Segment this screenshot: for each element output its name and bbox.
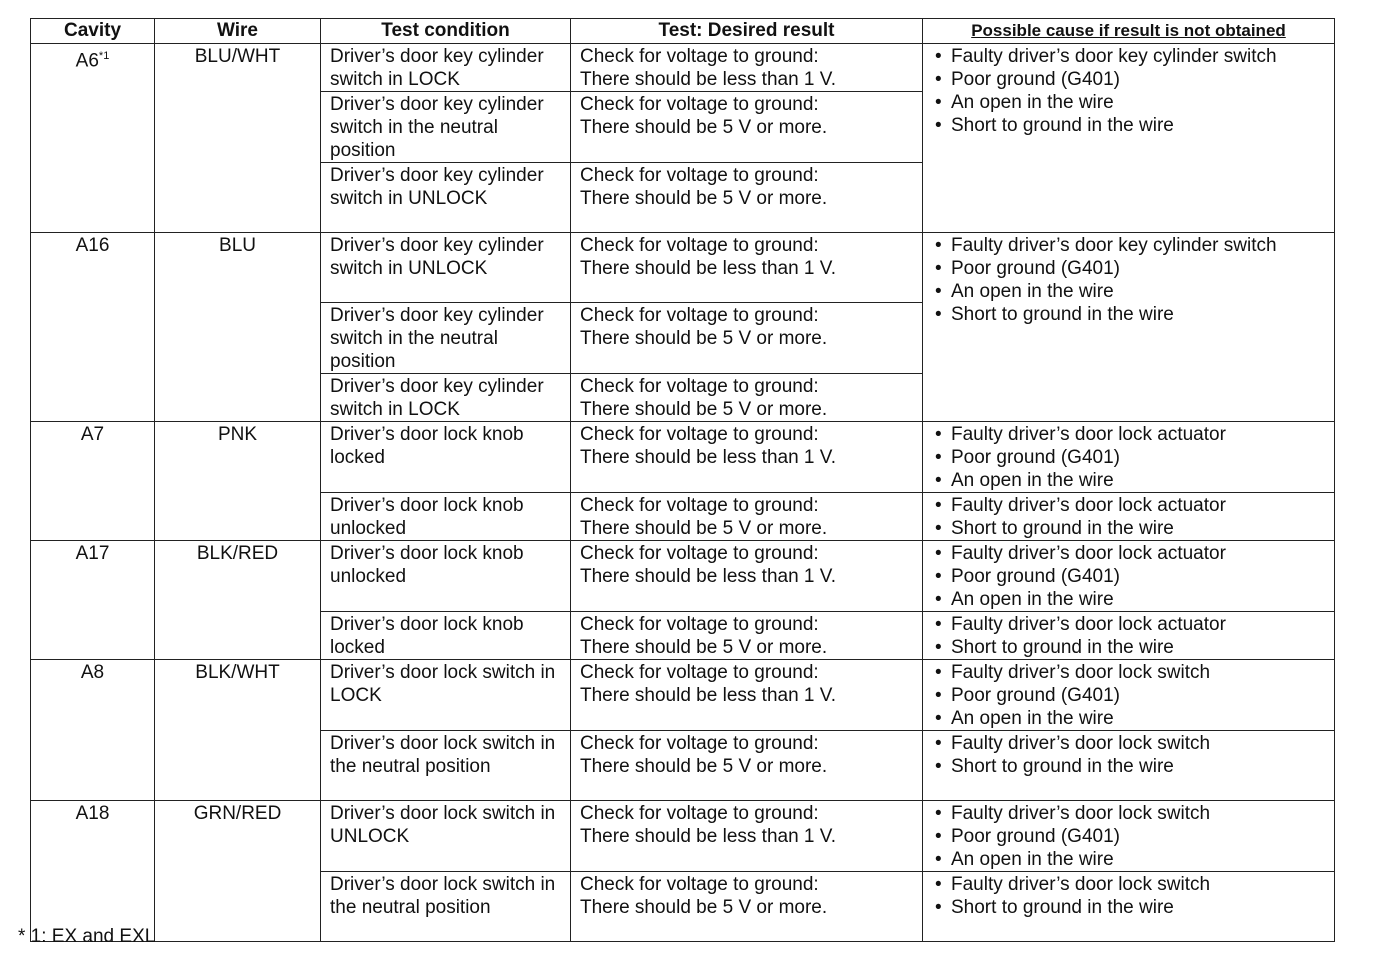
cavity-label: A7 [80, 424, 105, 445]
bullet-icon: • [935, 614, 942, 635]
cause-text: Short to ground in the wire [951, 518, 1174, 539]
cause-item [935, 684, 1330, 707]
test-condition-cell: Driver’s door lock knob locked [321, 612, 571, 660]
cause-text: Faulty driver’s door key cylinder switch [951, 46, 1277, 67]
bullet-icon: • [935, 518, 942, 539]
cavity-label: A17 [75, 543, 110, 564]
desired-result-cell: Check for voltage to ground: There should be less than 1 V. [571, 541, 923, 612]
test-table [30, 18, 1335, 942]
cause-text: An open in the wire [951, 849, 1114, 870]
desired-result-cell: Check for voltage to ground: There should be 5 V or more. [571, 163, 923, 233]
possible-cause-cell [923, 612, 1335, 660]
cause-item [935, 802, 1330, 825]
cause-item [935, 661, 1330, 684]
table-body [31, 44, 1335, 942]
wire-cell: GRN/RED [155, 801, 321, 942]
bullet-icon: • [935, 826, 942, 847]
cause-item [935, 873, 1330, 896]
desired-result-cell: Check for voltage to ground: There should be 5 V or more. [571, 493, 923, 541]
desired-result-cell: Check for voltage to ground: There should be 5 V or more. [571, 872, 923, 942]
cavity-cell [31, 233, 155, 422]
cause-text: Short to ground in the wire [951, 304, 1174, 325]
cause-text: An open in the wire [951, 589, 1114, 610]
wire-cell: BLU/WHT [155, 44, 321, 233]
document-page [30, 18, 1334, 942]
cause-item [935, 45, 1330, 68]
test-condition-cell: Driver’s door lock switch in the neutral position [321, 731, 571, 801]
cause-text: Faulty driver’s door lock switch [951, 733, 1211, 754]
header-test-condition: Test condition [321, 19, 571, 44]
bullet-icon: • [935, 566, 942, 587]
table-row [31, 422, 1335, 493]
test-condition-cell: Driver’s door key cylinder switch in the neutral position [321, 92, 571, 163]
cause-text: Short to ground in the wire [951, 115, 1174, 136]
cause-text: Poor ground (G401) [951, 826, 1120, 847]
cause-item [935, 114, 1330, 137]
cause-item [935, 542, 1330, 565]
cavity-cell [31, 660, 155, 801]
cause-item [935, 257, 1330, 280]
wire-cell: PNK [155, 422, 321, 541]
header-cavity: Cavity [31, 19, 155, 44]
desired-result-cell: Check for voltage to ground: There should be less than 1 V. [571, 801, 923, 872]
cause-item [935, 517, 1330, 540]
cause-item [935, 565, 1330, 588]
bullet-icon: • [935, 281, 942, 302]
desired-result-cell: Check for voltage to ground: There should be less than 1 V. [571, 233, 923, 303]
test-condition-cell: Driver’s door lock knob unlocked [321, 541, 571, 612]
cause-item [935, 896, 1330, 919]
desired-result-cell: Check for voltage to ground: There should be less than 1 V. [571, 44, 923, 92]
bullet-icon: • [935, 495, 942, 516]
bullet-icon: • [935, 304, 942, 325]
bullet-icon: • [935, 424, 942, 445]
bullet-icon: • [935, 69, 942, 90]
footnote-marker: *1 [98, 50, 110, 62]
cavity-label: A8 [80, 662, 105, 683]
footnote: * 1: EX and EXL [18, 926, 156, 947]
desired-result-cell: Check for voltage to ground: There should be 5 V or more. [571, 374, 923, 422]
bullet-icon: • [935, 756, 942, 777]
cause-item [935, 469, 1330, 492]
bullet-icon: • [935, 662, 942, 683]
cause-text: Poor ground (G401) [951, 566, 1120, 587]
test-condition-cell: Driver’s door lock switch in LOCK [321, 660, 571, 731]
possible-cause-cell [923, 422, 1335, 493]
cause-item [935, 848, 1330, 871]
test-condition-cell: Driver’s door lock knob locked [321, 422, 571, 493]
cause-text: Faulty driver’s door lock actuator [951, 495, 1226, 516]
wire-cell: BLU [155, 233, 321, 422]
cause-item [935, 446, 1330, 469]
bullet-icon: • [935, 637, 942, 658]
cause-item [935, 588, 1330, 611]
test-condition-cell: Driver’s door key cylinder switch in UNLOCK [321, 163, 571, 233]
test-condition-cell: Driver’s door key cylinder switch in LOCK [321, 374, 571, 422]
cause-text: Faulty driver’s door lock actuator [951, 543, 1226, 564]
possible-cause-cell [923, 44, 1335, 233]
header-desired-result: Test: Desired result [571, 19, 923, 44]
cause-text: Poor ground (G401) [951, 447, 1120, 468]
bullet-icon: • [935, 589, 942, 610]
cavity-cell [31, 541, 155, 660]
cause-text: Faulty driver’s door lock switch [951, 874, 1211, 895]
possible-cause-cell [923, 660, 1335, 731]
cause-text: An open in the wire [951, 470, 1114, 491]
desired-result-cell: Check for voltage to ground: There should be less than 1 V. [571, 660, 923, 731]
bullet-icon: • [935, 733, 942, 754]
possible-cause-cell [923, 233, 1335, 422]
possible-cause-cell [923, 872, 1335, 942]
bullet-icon: • [935, 258, 942, 279]
test-condition-cell: Driver’s door lock switch in UNLOCK [321, 801, 571, 872]
cause-item [935, 280, 1330, 303]
bullet-icon: • [935, 235, 942, 256]
cause-item [935, 707, 1330, 730]
bullet-icon: • [935, 685, 942, 706]
cavity-label: A6 [75, 50, 99, 72]
cause-text: Short to ground in the wire [951, 897, 1174, 918]
cause-item [935, 303, 1330, 326]
table-row [31, 44, 1335, 92]
header-wire: Wire [155, 19, 321, 44]
cause-item [935, 68, 1330, 91]
cause-text: An open in the wire [951, 92, 1114, 113]
possible-cause-cell [923, 541, 1335, 612]
desired-result-cell: Check for voltage to ground: There should be 5 V or more. [571, 731, 923, 801]
cause-text: Poor ground (G401) [951, 69, 1120, 90]
bullet-icon: • [935, 470, 942, 491]
cause-item [935, 494, 1330, 517]
cause-item [935, 825, 1330, 848]
test-condition-cell: Driver’s door key cylinder switch in LOCK [321, 44, 571, 92]
table-row [31, 541, 1335, 612]
cause-item [935, 91, 1330, 114]
test-condition-cell: Driver’s door key cylinder switch in UNLOCK [321, 233, 571, 303]
bullet-icon: • [935, 874, 942, 895]
possible-cause-cell [923, 493, 1335, 541]
wire-cell: BLK/RED [155, 541, 321, 660]
bullet-icon: • [935, 115, 942, 136]
cause-item [935, 636, 1330, 659]
cavity-label: A18 [75, 803, 110, 824]
table-row [31, 233, 1335, 303]
bullet-icon: • [935, 708, 942, 729]
cavity-cell [31, 44, 155, 233]
test-condition-cell: Driver’s door key cylinder switch in the neutral position [321, 303, 571, 374]
desired-result-cell: Check for voltage to ground: There should be 5 V or more. [571, 92, 923, 163]
cause-text: An open in the wire [951, 708, 1114, 729]
cause-text: Short to ground in the wire [951, 637, 1174, 658]
cause-item [935, 613, 1330, 636]
cavity-cell [31, 422, 155, 541]
bullet-icon: • [935, 803, 942, 824]
header-row [31, 19, 1335, 44]
header-possible-cause: Possible cause if result is not obtained [923, 19, 1335, 44]
cause-item [935, 234, 1330, 257]
cavity-label: A16 [75, 235, 110, 256]
test-condition-cell: Driver’s door lock knob unlocked [321, 493, 571, 541]
wire-cell: BLK/WHT [155, 660, 321, 801]
possible-cause-cell [923, 801, 1335, 872]
bullet-icon: • [935, 46, 942, 67]
desired-result-cell: Check for voltage to ground: There should be 5 V or more. [571, 303, 923, 374]
bullet-icon: • [935, 447, 942, 468]
possible-cause-cell [923, 731, 1335, 801]
cause-text: Faulty driver’s door lock switch [951, 803, 1211, 824]
cause-item [935, 755, 1330, 778]
cause-text: An open in the wire [951, 281, 1114, 302]
bullet-icon: • [935, 543, 942, 564]
cause-text: Short to ground in the wire [951, 756, 1174, 777]
test-condition-cell: Driver’s door lock switch in the neutral position [321, 872, 571, 942]
bullet-icon: • [935, 897, 942, 918]
table-row [31, 660, 1335, 731]
cavity-cell [31, 801, 155, 942]
desired-result-cell: Check for voltage to ground: There should be less than 1 V. [571, 422, 923, 493]
cause-text: Faulty driver’s door lock actuator [951, 424, 1226, 445]
table-row [31, 801, 1335, 872]
cause-text: Poor ground (G401) [951, 258, 1120, 279]
cause-item [935, 732, 1330, 755]
bullet-icon: • [935, 92, 942, 113]
bullet-icon: • [935, 849, 942, 870]
cause-text: Faulty driver’s door lock actuator [951, 614, 1226, 635]
cause-text: Faulty driver’s door key cylinder switch [951, 235, 1277, 256]
cause-item [935, 423, 1330, 446]
desired-result-cell: Check for voltage to ground: There should be 5 V or more. [571, 612, 923, 660]
cause-text: Faulty driver’s door lock switch [951, 662, 1211, 683]
cause-text: Poor ground (G401) [951, 685, 1120, 706]
